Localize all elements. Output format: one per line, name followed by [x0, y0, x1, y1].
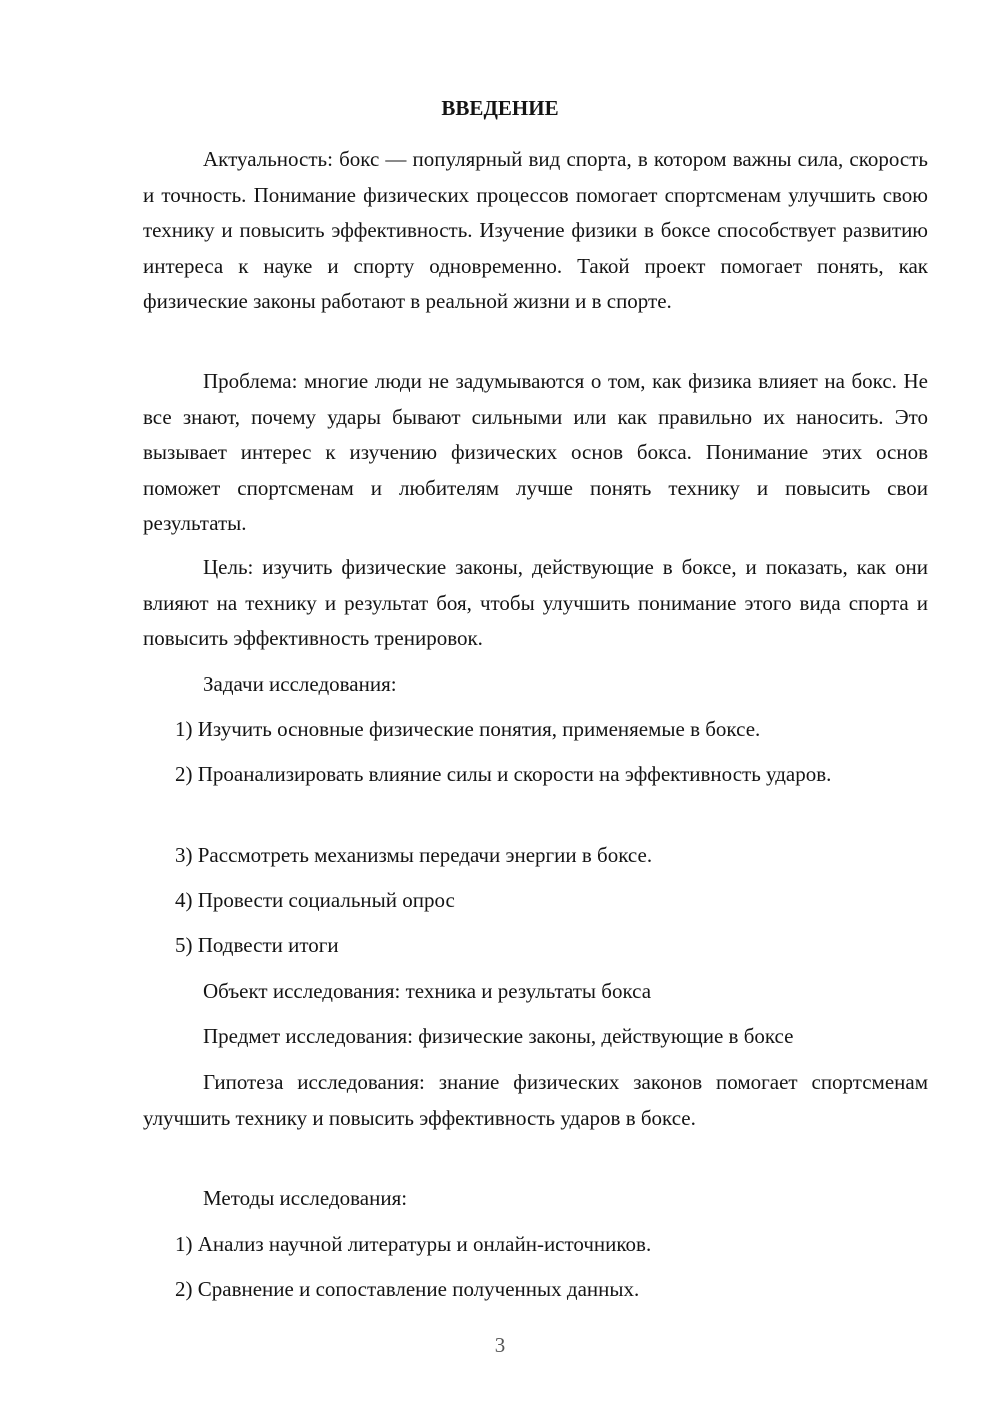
- task-item-2: 2) Проанализировать влияние силы и скорости на эффективность ударов.: [175, 762, 832, 786]
- task-item-1: 1) Изучить основные физические понятия, применяемые в боксе.: [175, 717, 761, 741]
- method-item-1: 1) Анализ научной литературы и онлайн-источников.: [175, 1232, 652, 1256]
- task-item-4: 4) Провести социальный опрос: [175, 888, 455, 912]
- subject-line: Предмет исследования: физические законы, действующие в боксе: [203, 1024, 794, 1048]
- tasks-heading: Задачи исследования:: [203, 672, 397, 696]
- task-item-3: 3) Рассмотреть механизмы передачи энергии в боксе.: [175, 843, 653, 867]
- methods-heading: Методы исследования:: [203, 1186, 408, 1210]
- method-item-2: 2) Сравнение и сопоставление полученных данных.: [175, 1277, 640, 1301]
- problem-paragraph: Проблема: многие люди не задумываются о том, как физика влияет на бокс. Не все знают, почему удары бывают сильными или как правильно их наносить. Это вызывает интерес к изучению физических основ бокса. Понимание этих основ поможет спортсменам и любителям лучше понять технику и повысить свои результаты.: [143, 369, 928, 535]
- goal-paragraph: Цель: изучить физические законы, действующие в боксе, и показать, как они влияют на технику и результат боя, чтобы улучшить понимание этого вида спорта и повысить эффективность тренировок.: [143, 555, 928, 650]
- object-line: Объект исследования: техника и результаты бокса: [203, 979, 652, 1003]
- section-title: ВВЕДЕНИЕ: [441, 96, 559, 120]
- page-number: 3: [494, 1333, 506, 1357]
- relevance-paragraph: Актуальность: бокс — популярный вид спорта, в котором важны сила, скорость и точность. Понимание физических процессов помогает спортсменам улучшить свою технику и повысить эффективность. Изучение физики в боксе способствует развитию интереса к науке и спорту одновременно. Такой проект помогает понять, как физические законы работают в реальной жизни и в спорте.: [143, 147, 928, 313]
- hypothesis-paragraph: Гипотеза исследования: знание физических законов помогает спортсменам улучшить технику и повысить эффективность ударов в боксе.: [143, 1070, 928, 1130]
- task-item-5: 5) Подвести итоги: [175, 933, 339, 957]
